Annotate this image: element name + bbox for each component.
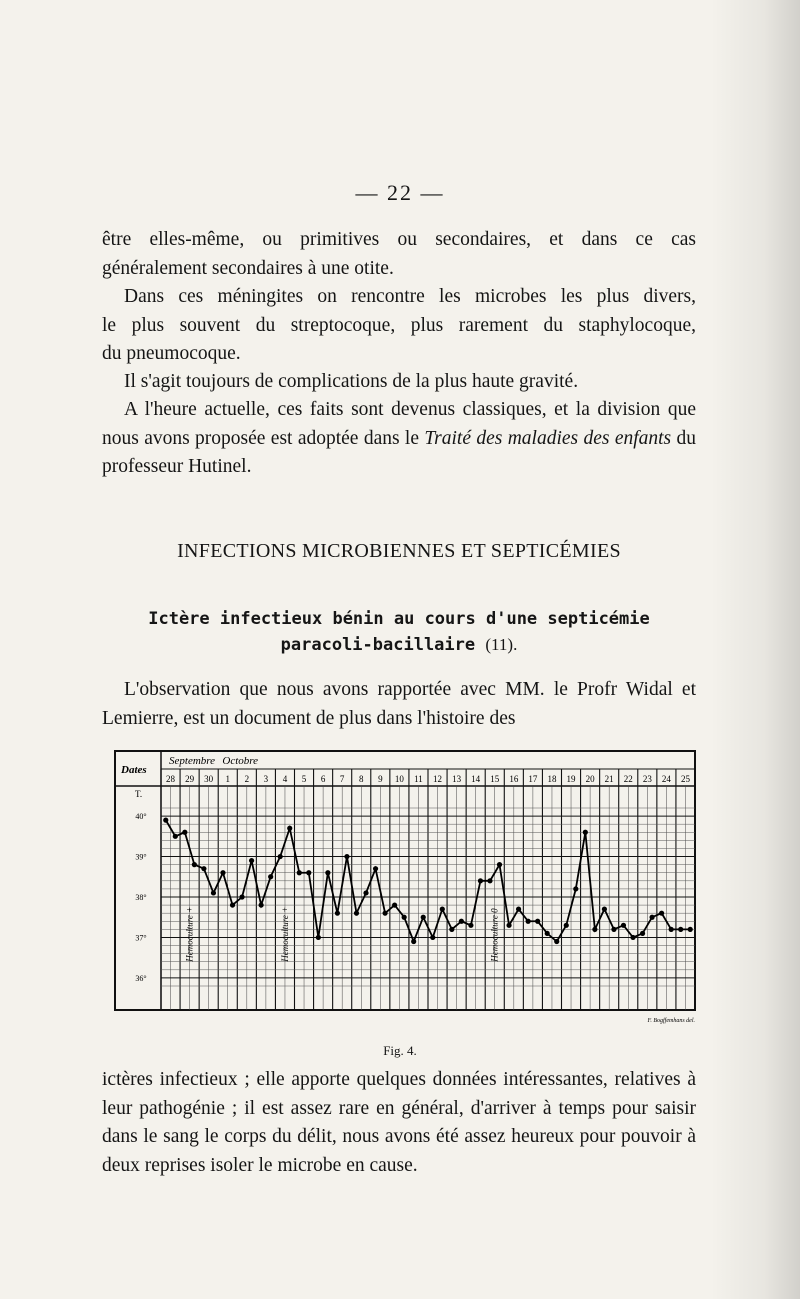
- page-number: — 22 —: [355, 180, 445, 205]
- chart-data-point: [468, 923, 473, 928]
- chart-data-point: [659, 911, 664, 916]
- chart-data-point: [220, 870, 225, 875]
- chart-month-label-septembre: Septembre: [169, 755, 216, 767]
- paragraph-4-text-before: A l'heure actuelle, ces faits sont devenus classiques, et la division que nous avons proposée est adoptée dans le: [102, 399, 696, 449]
- chart-day-label: 1: [225, 774, 230, 784]
- chart-data-point: [354, 911, 359, 916]
- chart-data-point: [411, 939, 416, 944]
- chart-data-point: [573, 886, 578, 891]
- chart-data-point: [506, 923, 511, 928]
- chart-day-label: 30: [204, 774, 214, 784]
- chart-data-point: [611, 927, 616, 932]
- chart-data-point: [306, 870, 311, 875]
- chart-data-point: [259, 902, 264, 907]
- paragraph-2-line-1: Dans ces méningites on rencontre les microbes les plus divers,: [124, 286, 696, 307]
- chart-data-point: [621, 923, 626, 928]
- chart-signature: F. Bogffemhans del.: [647, 1018, 695, 1024]
- chart-data-point: [182, 830, 187, 835]
- paragraph-1: [102, 226, 696, 283]
- chart-day-label: 28: [166, 774, 176, 784]
- chart-day-label: 17: [528, 774, 538, 784]
- chart-y-tick-label: 37°: [135, 933, 147, 943]
- chart-y-tick-label: 38°: [135, 893, 147, 902]
- chart-frame: [115, 751, 695, 1010]
- chart-temp-label: T.: [135, 789, 143, 799]
- chart-data-point: [363, 890, 368, 895]
- chart-data-point: [239, 894, 244, 899]
- chart-annotation-hemoculture: Hemoculture 0: [489, 908, 500, 962]
- chart-data-point: [316, 935, 321, 940]
- chart-data-point: [230, 902, 235, 907]
- chart-data-point: [640, 931, 645, 936]
- chart-data-point: [478, 878, 483, 883]
- chart-data-point: [392, 902, 397, 907]
- paragraph-4-text-after: du professeur Hutinel.: [102, 427, 697, 477]
- chart-day-label: 18: [547, 774, 557, 784]
- chart-data-point: [592, 927, 597, 932]
- chart-day-label: 24: [661, 774, 671, 784]
- chart-day-label: 11: [414, 774, 423, 784]
- paragraph-3: Il s'agit toujours de complications de la plus haute gravité.: [124, 371, 579, 392]
- chart-day-label: 15: [490, 774, 500, 784]
- chart-data-point: [249, 858, 254, 863]
- chart-data-point: [602, 907, 607, 912]
- chart-data-point: [192, 862, 197, 867]
- chart-day-label: 29: [185, 774, 195, 784]
- chart-day-label: 16: [509, 774, 519, 784]
- chart-data-point: [344, 854, 349, 859]
- chart-data-point: [211, 890, 216, 895]
- chart-day-label: 19: [566, 774, 576, 784]
- chart-data-point: [649, 915, 654, 920]
- chart-data-point: [554, 939, 559, 944]
- chart-data-point: [545, 931, 550, 936]
- chart-day-label: 5: [301, 774, 307, 784]
- chart-day-label: 13: [452, 774, 462, 784]
- paragraph-2-line-2: le plus souvent du streptocoque, plus rarement du staphylocoque,: [102, 314, 696, 336]
- subtitle: [102, 606, 696, 658]
- paragraph-1-line-2: généralement secondaires à une otite.: [102, 257, 394, 279]
- chart-data-point: [516, 907, 521, 912]
- chart-day-label: 14: [471, 774, 481, 784]
- chart-day-label: 25: [680, 774, 690, 784]
- chart-y-tick-label: 39°: [135, 852, 147, 862]
- paragraph-4-italic-title: Traité des maladies des enfants: [424, 427, 672, 449]
- chart-data-point: [630, 935, 635, 940]
- chart-month-label-octobre: Octobre: [222, 755, 259, 767]
- chart-data-point: [440, 907, 445, 912]
- subtitle-line-2-text: paracoli-bacillaire: [280, 635, 476, 655]
- chart-annotation-hemoculture: Hemoculture +: [279, 906, 290, 962]
- chart-day-label: 10: [394, 774, 404, 784]
- chart-data-point: [459, 919, 464, 924]
- temperature-chart: [110, 748, 700, 1038]
- chart-data-point: [497, 862, 502, 867]
- chart-y-tick-label: 40°: [135, 812, 147, 822]
- chart-data-point: [382, 911, 387, 916]
- chart-data-point: [487, 878, 492, 883]
- chart-day-label: 20: [585, 774, 595, 784]
- chart-day-label: 9: [378, 774, 383, 784]
- chart-data-point: [678, 927, 683, 932]
- section-title: INFECTIONS MICROBIENNES ET SEPTICÉMIES: [177, 540, 621, 562]
- subtitle-reference: (11).: [485, 635, 518, 654]
- chart-day-label: 8: [359, 774, 364, 784]
- chart-data-point: [449, 927, 454, 932]
- chart-data-point: [535, 919, 540, 924]
- chart-data-point: [402, 915, 407, 920]
- chart-data-point: [173, 834, 178, 839]
- chart-data-point: [297, 870, 302, 875]
- chart-data-point: [163, 818, 168, 823]
- chart-data-point: [526, 919, 531, 924]
- paragraph-4: [102, 396, 696, 482]
- chart-day-label: 7: [339, 774, 345, 784]
- paragraph-5: L'observation que nous avons rapportée avec MM. le Profr Widal et Lemierre, est un document de plus dans l'histoire des: [102, 679, 696, 729]
- chart-y-tick-label: 36°: [135, 973, 147, 983]
- figure-caption: Fig. 4.: [383, 1043, 417, 1058]
- subtitle-line-1: Ictère infectieux bénin au cours d'une septicémie: [148, 609, 650, 629]
- chart-data-point: [669, 927, 674, 932]
- chart-data-point: [688, 927, 693, 932]
- chart-day-label: 2: [244, 774, 250, 784]
- chart-day-label: 12: [433, 774, 443, 784]
- chart-data-point: [583, 830, 588, 835]
- paragraph-2-line-3: du pneumocoque.: [102, 343, 241, 364]
- chart-day-label: 21: [604, 774, 614, 784]
- paragraph-1-line-1: être elles-même, ou primitives ou secondaires, et dans ce cas: [102, 229, 696, 250]
- chart-data-point: [325, 870, 330, 875]
- chart-data-point: [373, 866, 378, 871]
- chart-dates-label: Dates: [121, 764, 147, 776]
- chart-data-point: [335, 911, 340, 916]
- chart-data-point: [564, 923, 569, 928]
- chart-data-point: [278, 854, 283, 859]
- chart-data-point: [430, 935, 435, 940]
- chart-annotation-hemoculture: Hemoculture +: [184, 906, 195, 962]
- chart-day-label: 23: [642, 774, 652, 784]
- chart-day-label: 4: [282, 774, 288, 784]
- chart-data-point: [421, 915, 426, 920]
- paragraph-2: [102, 283, 696, 369]
- chart-data-point: [201, 866, 206, 871]
- chart-day-label: 3: [263, 774, 269, 784]
- chart-data-point: [268, 874, 273, 879]
- chart-day-label: 6: [320, 774, 326, 784]
- temperature-chart-svg: [110, 748, 700, 1038]
- subtitle-line-2: [102, 632, 696, 658]
- chart-data-point: [287, 826, 292, 831]
- chart-day-label: 22: [623, 774, 633, 784]
- paragraph-6: ictères infectieux ; elle apporte quelques données intéressantes, relatives à leur pathogénie ; il est assez rare en général, d'arriver à temps pour saisir dans le sang le corps du délit, nous avons été assez heureux pour pouvoir à deux reprises isoler le microbe en cause.: [102, 1069, 696, 1176]
